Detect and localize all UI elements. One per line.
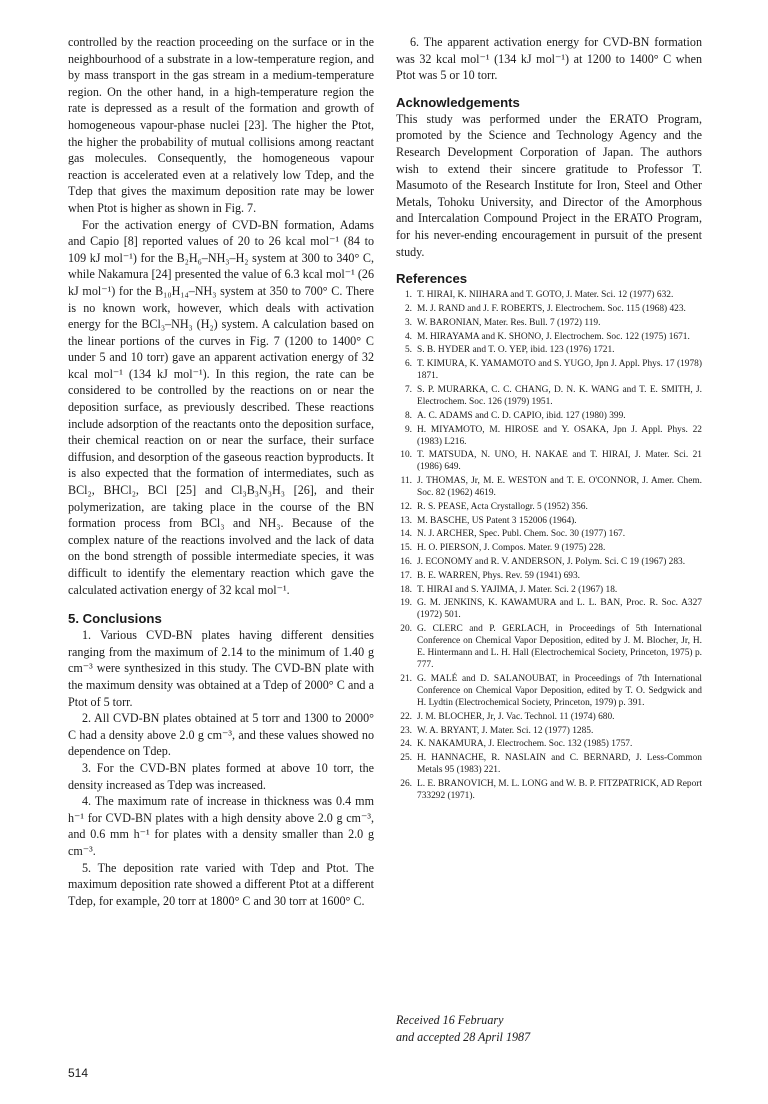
reference-number: 14. <box>400 529 412 540</box>
reference-text: T. MATSUDA, N. UNO, H. NAKAE and T. HIRAI, J. Mater. Sci. 21 (1986) 649. <box>417 450 702 473</box>
reference-item <box>396 542 702 554</box>
reference-number: 17. <box>400 570 412 581</box>
reference-item <box>396 317 702 329</box>
reference-number: 4. <box>404 331 412 342</box>
reference-text: N. J. ARCHER, Spec. Publ. Chem. Soc. 30 (1977) 167. <box>417 529 626 540</box>
reference-number: 16. <box>400 557 412 568</box>
reference-number: 12. <box>400 501 412 512</box>
reference-item <box>396 303 702 315</box>
reference-item <box>396 424 702 448</box>
reference-list <box>396 289 702 802</box>
reference-item <box>396 597 702 621</box>
conclusion-item: 4. The maximum rate of increase in thickness was 0.4 mm h⁻¹ for CVD-BN plates with a high density above 2.0 g cm⁻³, and 0.6 mm h⁻¹ for plates with a density smaller than 2.0 g cm⁻³. <box>68 794 374 858</box>
reference-number: 20. <box>400 624 412 635</box>
reference-number: 26. <box>400 779 412 790</box>
reference-number: 13. <box>400 515 412 526</box>
reference-number: 3. <box>404 317 412 328</box>
reference-item <box>396 528 702 540</box>
reference-text: H. HANNACHE, R. NASLAIN and C. BERNARD, J. Less-Common Metals 95 (1983) 221. <box>417 753 702 776</box>
reference-number: 8. <box>404 410 412 421</box>
reference-item <box>396 331 702 343</box>
reference-text: M. HIRAYAMA and K. SHONO, J. Electrochem. Soc. 122 (1975) 1671. <box>417 331 690 342</box>
reference-item <box>396 711 702 723</box>
reference-item <box>396 778 702 802</box>
left-column <box>68 34 374 909</box>
reference-item <box>396 475 702 499</box>
conclusion-item: 3. For the CVD-BN plates formed at above 10 torr, the density increased as Tdep was increased. <box>68 760 374 792</box>
reference-text: W. BARONIAN, Mater. Res. Bull. 7 (1972) 119. <box>417 317 601 328</box>
reference-item <box>396 410 702 422</box>
reference-item <box>396 556 702 568</box>
received-dates <box>396 1012 530 1045</box>
acknowledgements-text: This study was performed under the ERATO Program, promoted by the Science and Technology Agency and the Research Development Corporation of Japan. The authors wish to extend their sincere gratitude to Professor T. Masumoto of the Research Institute for Iron, Steel and Other Metals, Tohoku University, and Director of the Amorphous and Intercalation Compound Project in the ERATO Program, for his never-ending encouragement in pursuit of the present study. <box>396 111 702 259</box>
reference-item <box>396 289 702 301</box>
reference-number: 5. <box>404 345 412 356</box>
reference-number: 25. <box>400 753 412 764</box>
reference-number: 10. <box>400 450 412 461</box>
reference-text: G. CLERC and P. GERLACH, in Proceedings of 5th International Conference on Chemical Vapor Deposition, edited by J. M. Blocher, Jr, H. E. Hintermann and L. H. Hall (Electrochemical Society, Princeton, 1975) p. 777. <box>417 624 702 671</box>
reference-text: B. E. WARREN, Phys. Rev. 59 (1941) 693. <box>417 570 581 581</box>
reference-number: 18. <box>400 584 412 595</box>
reference-number: 7. <box>404 384 412 395</box>
section-heading-references: References <box>396 271 468 287</box>
reference-number: 6. <box>404 359 412 370</box>
reference-text: S. P. MURARKA, C. C. CHANG, D. N. K. WANG and T. E. SMITH, J. Electrochem. Soc. 126 (1979) 1951. <box>417 384 702 407</box>
page-number: 514 <box>68 1066 89 1080</box>
reference-text: W. A. BRYANT, J. Mater. Sci. 12 (1977) 1285. <box>417 725 594 736</box>
section-heading-acknowledgements: Acknowledgements <box>396 94 520 110</box>
reference-text: T. KIMURA, K. YAMAMOTO and S. YUGO, Jpn J. Appl. Phys. 17 (1978) 1871. <box>417 359 702 382</box>
reference-text: R. S. PEASE, Acta Crystallogr. 5 (1952) 356. <box>417 501 588 512</box>
received-line: Received 16 February <box>396 1013 504 1027</box>
reference-text: T. HIRAI, K. NIIHARA and T. GOTO, J. Mater. Sci. 12 (1977) 632. <box>417 290 674 301</box>
reference-number: 22. <box>400 711 412 722</box>
reference-text: G. MALÉ and D. SALANOUBAT, in Proceedings of 7th International Conference on Chemical Vapor Deposition, edited by T. O. Sedgwick and H. Lydtin (Electrochemical Society, Princeton, 1979) p. 391. <box>417 674 702 709</box>
section-heading-conclusions: 5. Conclusions <box>68 611 162 627</box>
conclusion-item: 1. Various CVD-BN plates having different densities ranging from the maximum of 2.14 to the minimum of 1.40 g cm⁻³ were synthesized in this study. The CVD-BN plate with the maximum density was obtained at a Tdep of 2000° C and a Ptot of 5 torr. <box>68 628 374 709</box>
reference-text: G. M. JENKINS, K. KAWAMURA and L. L. BAN, Proc. R. Soc. A327 (1972) 501. <box>417 598 702 621</box>
reference-item <box>396 449 702 473</box>
reference-item <box>396 358 702 382</box>
reference-text: M. BASCHE, US Patent 3 152006 (1964). <box>417 515 577 526</box>
reference-item <box>396 584 702 596</box>
reference-number: 2. <box>404 303 412 314</box>
right-column <box>396 34 702 804</box>
reference-number: 19. <box>400 598 412 609</box>
reference-number: 9. <box>404 424 412 435</box>
reference-number: 15. <box>400 543 412 554</box>
reference-text: K. NAKAMURA, J. Electrochem. Soc. 132 (1985) 1757. <box>417 739 633 750</box>
reference-text: J. THOMAS, Jr, M. E. WESTON and T. E. O'CONNOR, J. Amer. Chem. Soc. 82 (1962) 4619. <box>417 476 702 499</box>
reference-text: H. O. PIERSON, J. Compos. Mater. 9 (1975) 228. <box>417 543 606 554</box>
reference-number: 1. <box>404 290 412 301</box>
reference-item <box>396 501 702 513</box>
reference-item <box>396 384 702 408</box>
reference-text: J. M. BLOCHER, Jr, J. Vac. Technol. 11 (1974) 680. <box>417 711 615 722</box>
reference-text: T. HIRAI and S. YAJIMA, J. Mater. Sci. 2 (1967) 18. <box>417 584 618 595</box>
reference-number: 24. <box>400 739 412 750</box>
reference-item <box>396 515 702 527</box>
reference-text: H. MIYAMOTO, M. HIROSE and Y. OSAKA, Jpn J. Appl. Phys. 22 (1983) L216. <box>417 424 702 447</box>
reference-item <box>396 725 702 737</box>
conclusion-item: 5. The deposition rate varied with Tdep and Ptot. The maximum deposition rate showed a different Ptot at a different Tdep, for example, 20 torr at 1800° C and 30 torr at 1600° C. <box>68 860 374 908</box>
reference-item <box>396 752 702 776</box>
reference-item <box>396 570 702 582</box>
reference-text: L. E. BRANOVICH, M. L. LONG and W. B. P. FITZPATRICK, AD Report 733292 (1971). <box>417 779 702 802</box>
reference-item <box>396 673 702 709</box>
body-paragraph: For the activation energy of CVD-BN formation, Adams and Capio [8] reported values of 20 to 26 kcal mol⁻¹ (84 to 109 kJ mol⁻¹) for the B₂H₆–NH₃–H₂ system at 300 to 340° C, while Nakamura [24] presented the value of 6.3 kcal mol⁻¹ (26 kJ mol⁻¹) for the B₁₀H₁₄–NH₃ system at 350 to 700° C. There is no known work, however, which deals with activation energy for the BCl₃–NH₃ (H₂) system. A calculation based on the linear portions of the curves in Fig. 7 (1200 to 1400° C under 5 and 10 torr) gave an apparent activation energy of 32 kcal mol⁻¹ (134 kJ mol⁻¹). In this region, the rate can be considered to be controlled by the reactions on or near the deposition surface, as previously described. These reactions include adsorption of the reactants onto the deposition surface, their chemical reaction on or near the surface, their surface diffusion, and desorption of the gaseous reaction byproducts. It is also expected that the formation of intermediates, such as BCl₂, BHCl₂, BCl [25] and Cl₃B₃N₃H₃ [26], and their polymerization, are taking place in the course of the BN formation process from BCl₃ and NH₃. Because of the complex nature of the reactions involved and the lack of data on the bond strength of possible intermediate species, it was difficult to identify the elementary reaction which gave the calculated activation energy of 32 kcal mol⁻¹. <box>68 217 374 597</box>
reference-number: 11. <box>400 476 412 487</box>
reference-text: J. ECONOMY and R. V. ANDERSON, J. Polym. Sci. C 19 (1967) 283. <box>417 557 686 568</box>
reference-number: 23. <box>400 725 412 736</box>
accepted-line: and accepted 28 April 1987 <box>396 1029 531 1044</box>
reference-text: M. J. RAND and J. F. ROBERTS, J. Electrochem. Soc. 115 (1968) 423. <box>417 303 686 314</box>
reference-item <box>396 623 702 671</box>
reference-item <box>396 344 702 356</box>
conclusion-item: 2. All CVD-BN plates obtained at 5 torr and 1300 to 2000° C had a density above 2.0 g cm⁻³, and these values showed no dependence on Tdep. <box>68 711 374 759</box>
reference-text: A. C. ADAMS and C. D. CAPIO, ibid. 127 (1980) 399. <box>417 410 626 421</box>
reference-text: S. B. HYDER and T. O. YEP, ibid. 123 (1976) 1721. <box>417 345 615 356</box>
conclusion-item: 6. The apparent activation energy for CVD-BN formation was 32 kcal mol⁻¹ (134 kJ mol⁻¹) at 1200 to 1400° C when Ptot was 5 or 10 torr. <box>396 35 702 83</box>
body-paragraph: controlled by the reaction proceeding on the surface or in the neighbourhood of a substrate in a low-temperature region, and by mass transport in the gas stream in a medium-temperature region. On the other hand, in a high-temperature region the rate is depressed as a result of the formation and growth of homogeneous vapour-phase nuclei [23]. The higher the Ptot, the higher the probability of mutual collisions among reactant gas molecules. Consequently, the homogeneous vapour reaction is accelerated even at a relatively low Tdep, and the Tdep that gives the maximum deposition rate may be lower when Ptot is higher as shown in Fig. 7. <box>68 35 374 215</box>
reference-number: 21. <box>400 674 412 685</box>
reference-item <box>396 738 702 750</box>
